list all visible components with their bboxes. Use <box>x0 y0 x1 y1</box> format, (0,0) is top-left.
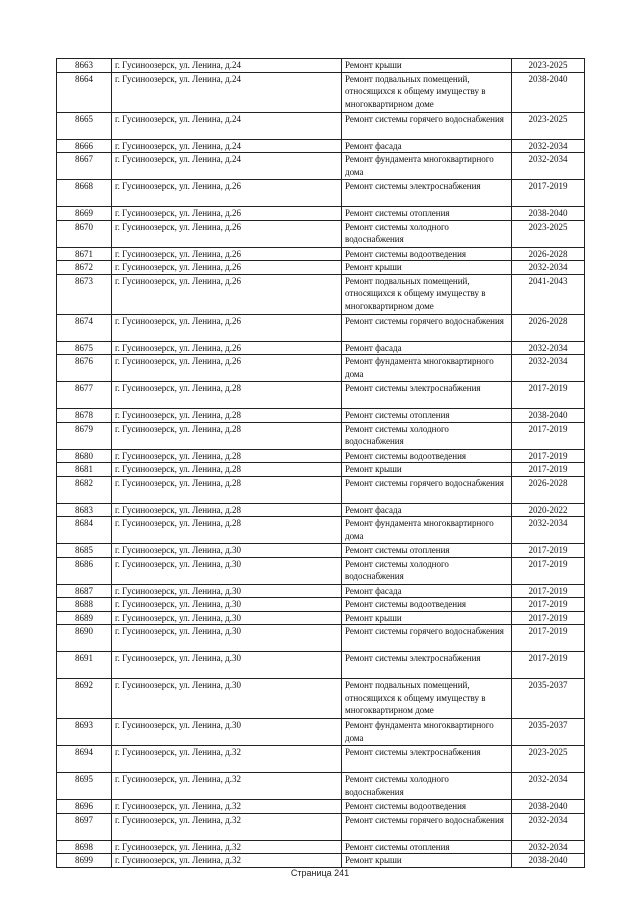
table-row <box>57 625 585 652</box>
table-row <box>57 557 585 584</box>
address-cell: г. Гусиноозерск, ул. Ленина, д.26 <box>112 247 342 261</box>
work-type-cell: Ремонт системы горячего водоснабжения <box>342 813 512 840</box>
period-cell: 2032-2034 <box>512 773 585 800</box>
row-number-cell: 8690 <box>57 625 112 652</box>
period-cell: 2026-2028 <box>512 476 585 503</box>
row-number-cell: 8678 <box>57 409 112 423</box>
table-row <box>57 813 585 840</box>
address-cell: г. Гусиноозерск, ул. Ленина, д.32 <box>112 840 342 854</box>
work-type-cell: Ремонт фасада <box>342 139 512 153</box>
row-number-cell: 8686 <box>57 557 112 584</box>
address-cell: г. Гусиноозерск, ул. Ленина, д.32 <box>112 746 342 773</box>
address-cell: г. Гусиноозерск, ул. Ленина, д.32 <box>112 813 342 840</box>
address-cell: г. Гусиноозерск, ул. Ленина, д.28 <box>112 382 342 409</box>
work-type-cell: Ремонт крыши <box>342 611 512 625</box>
work-type-cell: Ремонт крыши <box>342 854 512 868</box>
row-number-cell: 8674 <box>57 314 112 341</box>
period-cell: 2038-2040 <box>512 800 585 814</box>
table-row <box>57 652 585 679</box>
row-number-cell: 8698 <box>57 840 112 854</box>
row-number-cell: 8696 <box>57 800 112 814</box>
period-cell: 2032-2034 <box>512 153 585 180</box>
period-cell: 2017-2019 <box>512 180 585 207</box>
work-type-cell: Ремонт системы водоотведения <box>342 247 512 261</box>
row-number-cell: 8694 <box>57 746 112 773</box>
period-cell: 2017-2019 <box>512 598 585 612</box>
address-cell: г. Гусиноозерск, ул. Ленина, д.24 <box>112 153 342 180</box>
repair-schedule-table <box>56 58 585 868</box>
row-number-cell: 8695 <box>57 773 112 800</box>
period-cell: 2026-2028 <box>512 314 585 341</box>
work-type-cell: Ремонт системы электроснабжения <box>342 746 512 773</box>
address-cell: г. Гусиноозерск, ул. Ленина, д.28 <box>112 476 342 503</box>
period-cell: 2032-2034 <box>512 261 585 275</box>
table-row <box>57 355 585 382</box>
period-cell: 2032-2034 <box>512 139 585 153</box>
address-cell: г. Гусиноозерск, ул. Ленина, д.28 <box>112 517 342 544</box>
table-row <box>57 840 585 854</box>
row-number-cell: 8669 <box>57 207 112 221</box>
table-row <box>57 274 585 314</box>
address-cell: г. Гусиноозерск, ул. Ленина, д.26 <box>112 355 342 382</box>
work-type-cell: Ремонт системы водоотведения <box>342 449 512 463</box>
table-row <box>57 719 585 746</box>
table-row <box>57 207 585 221</box>
work-type-cell: Ремонт системы горячего водоснабжения <box>342 112 512 139</box>
period-cell: 2023-2025 <box>512 746 585 773</box>
row-number-cell: 8697 <box>57 813 112 840</box>
address-cell: г. Гусиноозерск, ул. Ленина, д.24 <box>112 59 342 73</box>
period-cell: 2032-2034 <box>512 355 585 382</box>
row-number-cell: 8693 <box>57 719 112 746</box>
address-cell: г. Гусиноозерск, ул. Ленина, д.32 <box>112 800 342 814</box>
row-number-cell: 8683 <box>57 503 112 517</box>
table-row <box>57 584 585 598</box>
table-row <box>57 72 585 112</box>
table-row <box>57 59 585 73</box>
page-number: Страница 241 <box>290 868 350 878</box>
address-cell: г. Гусиноозерск, ул. Ленина, д.30 <box>112 679 342 719</box>
table-row <box>57 773 585 800</box>
table-row <box>57 153 585 180</box>
row-number-cell: 8682 <box>57 476 112 503</box>
period-cell: 2017-2019 <box>512 449 585 463</box>
row-number-cell: 8672 <box>57 261 112 275</box>
period-cell: 2017-2019 <box>512 652 585 679</box>
work-type-cell: Ремонт крыши <box>342 261 512 275</box>
period-cell: 2026-2028 <box>512 247 585 261</box>
table-row <box>57 503 585 517</box>
row-number-cell: 8675 <box>57 341 112 355</box>
work-type-cell: Ремонт системы электроснабжения <box>342 180 512 207</box>
table-row <box>57 463 585 477</box>
row-number-cell: 8666 <box>57 139 112 153</box>
address-cell: г. Гусиноозерск, ул. Ленина, д.26 <box>112 180 342 207</box>
address-cell: г. Гусиноозерск, ул. Ленина, д.28 <box>112 449 342 463</box>
work-type-cell: Ремонт крыши <box>342 59 512 73</box>
work-type-cell: Ремонт системы холодного водоснабжения <box>342 422 512 449</box>
row-number-cell: 8670 <box>57 220 112 247</box>
address-cell: г. Гусиноозерск, ул. Ленина, д.28 <box>112 503 342 517</box>
period-cell: 2017-2019 <box>512 382 585 409</box>
row-number-cell: 8673 <box>57 274 112 314</box>
row-number-cell: 8684 <box>57 517 112 544</box>
period-cell: 2017-2019 <box>512 422 585 449</box>
row-number-cell: 8688 <box>57 598 112 612</box>
table-row <box>57 598 585 612</box>
row-number-cell: 8667 <box>57 153 112 180</box>
row-number-cell: 8699 <box>57 854 112 868</box>
work-type-cell: Ремонт системы электроснабжения <box>342 652 512 679</box>
table-row <box>57 341 585 355</box>
address-cell: г. Гусиноозерск, ул. Ленина, д.30 <box>112 652 342 679</box>
table-row <box>57 517 585 544</box>
address-cell: г. Гусиноозерск, ул. Ленина, д.24 <box>112 112 342 139</box>
work-type-cell: Ремонт подвальных помещений, относящихся к общему имуществу в многоквартирном доме <box>342 72 512 112</box>
period-cell: 2017-2019 <box>512 557 585 584</box>
period-cell: 2017-2019 <box>512 584 585 598</box>
table-row <box>57 854 585 868</box>
address-cell: г. Гусиноозерск, ул. Ленина, д.28 <box>112 422 342 449</box>
address-cell: г. Гусиноозерск, ул. Ленина, д.32 <box>112 854 342 868</box>
period-cell: 2032-2034 <box>512 517 585 544</box>
period-cell: 2035-2037 <box>512 719 585 746</box>
address-cell: г. Гусиноозерск, ул. Ленина, д.26 <box>112 341 342 355</box>
row-number-cell: 8663 <box>57 59 112 73</box>
work-type-cell: Ремонт системы горячего водоснабжения <box>342 625 512 652</box>
address-cell: г. Гусиноозерск, ул. Ленина, д.26 <box>112 220 342 247</box>
row-number-cell: 8668 <box>57 180 112 207</box>
row-number-cell: 8664 <box>57 72 112 112</box>
period-cell: 2038-2040 <box>512 409 585 423</box>
period-cell: 2038-2040 <box>512 207 585 221</box>
table-row <box>57 220 585 247</box>
row-number-cell: 8677 <box>57 382 112 409</box>
table-row <box>57 800 585 814</box>
address-cell: г. Гусиноозерск, ул. Ленина, д.24 <box>112 72 342 112</box>
work-type-cell: Ремонт подвальных помещений, относящихся к общему имуществу в многоквартирном доме <box>342 274 512 314</box>
work-type-cell: Ремонт системы горячего водоснабжения <box>342 476 512 503</box>
row-number-cell: 8665 <box>57 112 112 139</box>
period-cell: 2017-2019 <box>512 625 585 652</box>
address-cell: г. Гусиноозерск, ул. Ленина, д.30 <box>112 625 342 652</box>
row-number-cell: 8689 <box>57 611 112 625</box>
work-type-cell: Ремонт системы электроснабжения <box>342 382 512 409</box>
period-cell: 2032-2034 <box>512 341 585 355</box>
address-cell: г. Гусиноозерск, ул. Ленина, д.30 <box>112 598 342 612</box>
work-type-cell: Ремонт фасада <box>342 341 512 355</box>
period-cell: 2032-2034 <box>512 840 585 854</box>
table-row <box>57 314 585 341</box>
period-cell: 2023-2025 <box>512 220 585 247</box>
address-cell: г. Гусиноозерск, ул. Ленина, д.26 <box>112 207 342 221</box>
period-cell: 2023-2025 <box>512 59 585 73</box>
work-type-cell: Ремонт фасада <box>342 584 512 598</box>
row-number-cell: 8691 <box>57 652 112 679</box>
table-row <box>57 422 585 449</box>
work-type-cell: Ремонт подвальных помещений, относящихся к общему имуществу в многоквартирном доме <box>342 679 512 719</box>
work-type-cell: Ремонт фундамента многоквартирного дома <box>342 517 512 544</box>
table-row <box>57 611 585 625</box>
row-number-cell: 8681 <box>57 463 112 477</box>
row-number-cell: 8676 <box>57 355 112 382</box>
work-type-cell: Ремонт системы отопления <box>342 207 512 221</box>
row-number-cell: 8680 <box>57 449 112 463</box>
work-type-cell: Ремонт фундамента многоквартирного дома <box>342 355 512 382</box>
address-cell: г. Гусиноозерск, ул. Ленина, д.30 <box>112 557 342 584</box>
address-cell: г. Гусиноозерск, ул. Ленина, д.30 <box>112 611 342 625</box>
table-row <box>57 112 585 139</box>
period-cell: 2041-2043 <box>512 274 585 314</box>
period-cell: 2020-2022 <box>512 503 585 517</box>
table-row <box>57 247 585 261</box>
period-cell: 2023-2025 <box>512 112 585 139</box>
work-type-cell: Ремонт системы отопления <box>342 840 512 854</box>
address-cell: г. Гусиноозерск, ул. Ленина, д.30 <box>112 544 342 558</box>
period-cell: 2032-2034 <box>512 813 585 840</box>
row-number-cell: 8679 <box>57 422 112 449</box>
table-row <box>57 746 585 773</box>
address-cell: г. Гусиноозерск, ул. Ленина, д.32 <box>112 773 342 800</box>
address-cell: г. Гусиноозерск, ул. Ленина, д.26 <box>112 274 342 314</box>
row-number-cell: 8685 <box>57 544 112 558</box>
period-cell: 2038-2040 <box>512 854 585 868</box>
row-number-cell: 8687 <box>57 584 112 598</box>
period-cell: 2035-2037 <box>512 679 585 719</box>
work-type-cell: Ремонт системы водоотведения <box>342 800 512 814</box>
work-type-cell: Ремонт системы водоотведения <box>342 598 512 612</box>
work-type-cell: Ремонт системы холодного водоснабжения <box>342 773 512 800</box>
address-cell: г. Гусиноозерск, ул. Ленина, д.26 <box>112 261 342 275</box>
work-type-cell: Ремонт фасада <box>342 503 512 517</box>
period-cell: 2017-2019 <box>512 611 585 625</box>
work-type-cell: Ремонт системы холодного водоснабжения <box>342 220 512 247</box>
period-cell: 2017-2019 <box>512 544 585 558</box>
work-type-cell: Ремонт крыши <box>342 463 512 477</box>
work-type-cell: Ремонт фундамента многоквартирного дома <box>342 719 512 746</box>
address-cell: г. Гусиноозерск, ул. Ленина, д.24 <box>112 139 342 153</box>
row-number-cell: 8692 <box>57 679 112 719</box>
work-type-cell: Ремонт системы отопления <box>342 409 512 423</box>
table-row <box>57 382 585 409</box>
work-type-cell: Ремонт системы отопления <box>342 544 512 558</box>
table-row <box>57 409 585 423</box>
work-type-cell: Ремонт системы холодного водоснабжения <box>342 557 512 584</box>
table-row <box>57 679 585 719</box>
row-number-cell: 8671 <box>57 247 112 261</box>
table-row <box>57 449 585 463</box>
address-cell: г. Гусиноозерск, ул. Ленина, д.26 <box>112 314 342 341</box>
table-body <box>57 59 585 868</box>
table-row <box>57 180 585 207</box>
table-row <box>57 544 585 558</box>
table-row <box>57 476 585 503</box>
table-row <box>57 261 585 275</box>
address-cell: г. Гусиноозерск, ул. Ленина, д.30 <box>112 584 342 598</box>
work-type-cell: Ремонт системы горячего водоснабжения <box>342 314 512 341</box>
table-row <box>57 139 585 153</box>
work-type-cell: Ремонт фундамента многоквартирного дома <box>342 153 512 180</box>
address-cell: г. Гусиноозерск, ул. Ленина, д.30 <box>112 719 342 746</box>
period-cell: 2017-2019 <box>512 463 585 477</box>
period-cell: 2038-2040 <box>512 72 585 112</box>
address-cell: г. Гусиноозерск, ул. Ленина, д.28 <box>112 409 342 423</box>
address-cell: г. Гусиноозерск, ул. Ленина, д.28 <box>112 463 342 477</box>
